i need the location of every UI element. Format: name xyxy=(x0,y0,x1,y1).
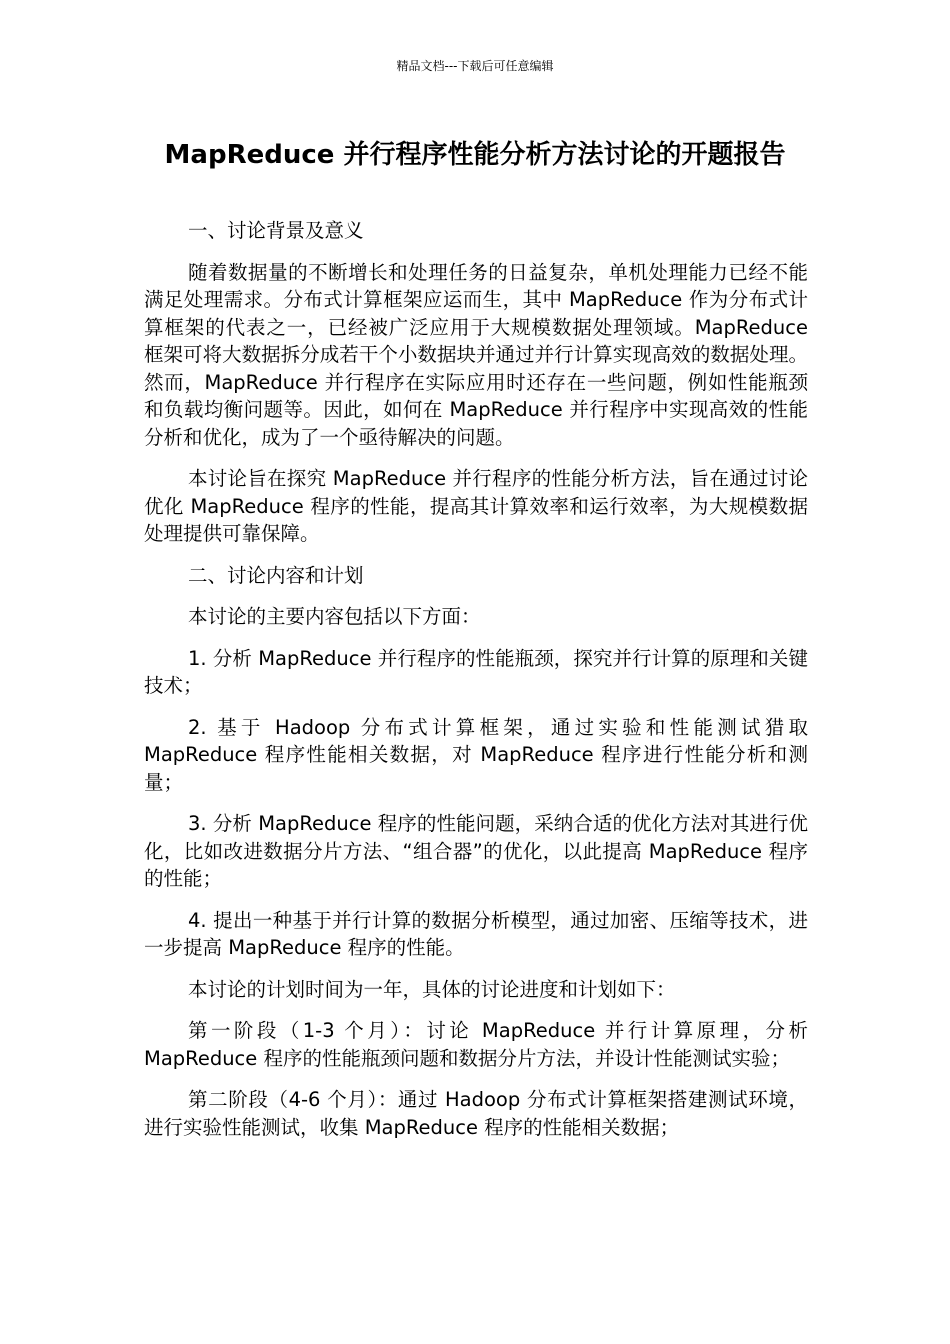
paragraph-plan-intro: 本讨论的计划时间为一年，具体的讨论进度和计划如下： xyxy=(188,977,676,1001)
plan-stage-1: 第一阶段（1-3 个月）：讨论 MapReduce 并行计算原理，分析 MapReduce 程序的性能瓶颈问题和数据分片方法，并设计性能测试实验； xyxy=(144,1019,808,1070)
plan-stage-2: 第二阶段（4-6 个月）：通过 Hadoop 分布式计算框架搭建测试环境，进行实验性能测试，收集 MapReduce 程序的性能相关数据； xyxy=(144,1088,808,1139)
document-title: MapReduce 并行程序性能分析方法讨论的开题报告 xyxy=(164,140,786,170)
document-body xyxy=(144,217,808,1155)
list-item-1: 1. 分析 MapReduce 并行程序的性能瓶颈，探究并行计算的原理和关键技术； xyxy=(144,646,808,697)
list-item-3: 3. 分析 MapReduce 程序的性能问题，采纳合适的优化方法对其进行优化，比如改进数据分片方法、“组合器”的优化，以此提高 MapReduce 程序的性能； xyxy=(144,812,808,890)
paragraph-purpose: 本讨论旨在探究 MapReduce 并行程序的性能分析方法，旨在通过讨论优化 MapReduce 程序的性能，提高其计算效率和运行效率，为大规模数据处理提供可靠保障。 xyxy=(144,467,808,545)
header-note: 精品文档---下载后可任意编辑 xyxy=(396,59,554,73)
paragraph-background: 随着数据量的不断增长和处理任务的日益复杂，单机处理能力已经不能满足处理需求。分布式计算框架应运而生，其中 MapReduce 作为分布式计算框架的代表之一，已经被广泛应用于大规模数据处理领域。MapReduce 框架可将大数据拆分成若干个小数据块并通过并行计算实现高效的数据处理。然而，MapReduce 并行程序在实际应用时还存在一些问题，例如性能瓶颈和负载均衡问题等。因此，如何在 MapReduce 并行程序中实现高效的性能分析和优化，成为了一个亟待解决的问题。 xyxy=(144,260,808,449)
list-item-4: 4. 提出一种基于并行计算的数据分析模型，通过加密、压缩等技术，进一步提高 MapReduce 程序的性能。 xyxy=(144,908,808,959)
section-heading-background: 一、讨论背景及意义 xyxy=(188,219,364,242)
section-heading-content-plan: 二、讨论内容和计划 xyxy=(188,563,364,587)
list-item-2: 2. 基于 Hadoop 分布式计算框架，通过实验和性能测试猎取 MapReduce 程序性能相关数据，对 MapReduce 程序进行性能分析和测量； xyxy=(144,715,808,794)
paragraph-content-intro: 本讨论的主要内容包括以下方面： xyxy=(188,605,481,628)
